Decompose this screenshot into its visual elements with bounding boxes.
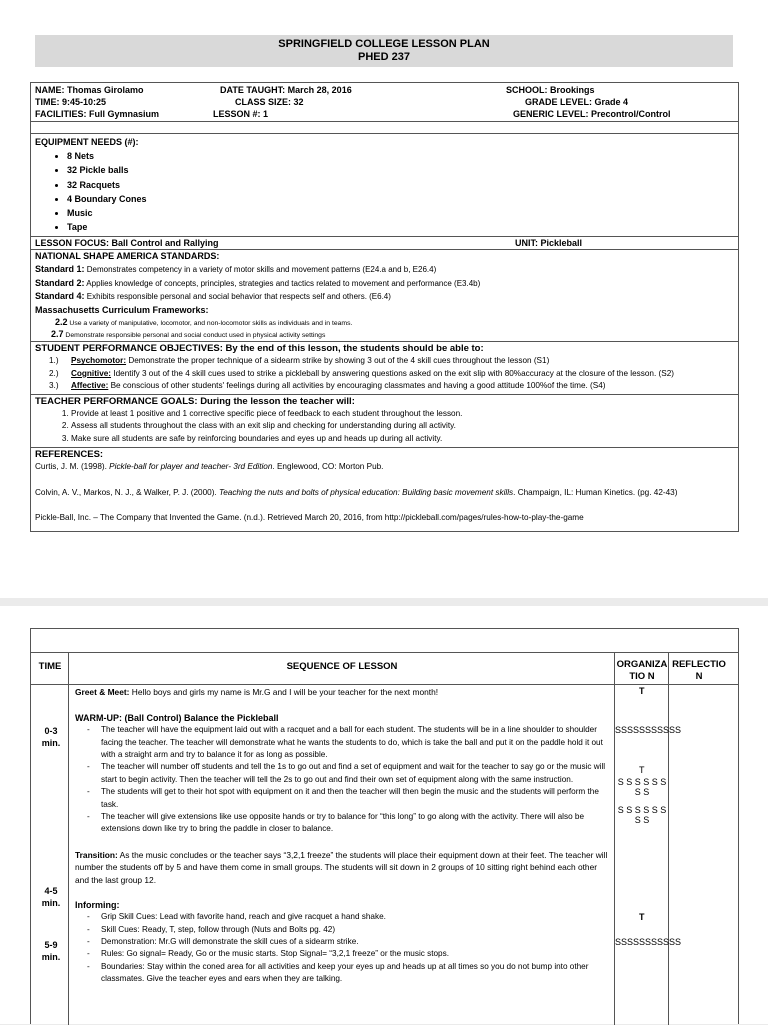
info-row-2: [31, 96, 738, 108]
transition-line: [75, 849, 609, 887]
objective-label: Affective:: [71, 381, 109, 391]
objectives-list: [35, 355, 734, 393]
school-field: SCHOOL: Brookings: [506, 85, 595, 95]
lesson-number-field: LESSON #: 1: [213, 109, 269, 119]
warmup-item: - The teacher will give extensions like use opposite hands or try to balance for “this long” to go along with the activity. There will also be extensions down like try to bring the paddle in closer to balance.: [101, 811, 609, 836]
objective-item: [49, 355, 734, 368]
mass-2-7-label: 2.7: [51, 329, 64, 340]
objective-item: [49, 368, 734, 381]
reflection-header: REFLECTIO N: [672, 659, 726, 682]
mass-2-7: [35, 329, 738, 341]
informing-item: - Boundaries: Stay within the coned area for all activities and keep your eyes up and heads up at all times so you do not bump into other classmates. Give the teacher eyes and ears when they are talking.: [101, 961, 609, 986]
informing-item: - Skill Cues: Ready, T, step, follow through (Nuts and Bolts pg. 42): [101, 924, 609, 936]
info-block: [31, 83, 738, 122]
standard-2-text: Applies knowledge of concepts, principles, strategies and tactics related to movement and performance (E3.4b): [86, 278, 481, 288]
equipment-section: [31, 134, 738, 237]
reference-2-title: Teaching the nuts and bolts of physical education: Building basic movement skills: [218, 487, 514, 497]
time-field: TIME: 9:45-10:25: [35, 97, 107, 107]
informing-list: [75, 911, 609, 985]
reference-3: Pickle-Ball, Inc. – The Company that Invented the Game. (n.d.). Retrieved March 20, 2016, from http://pickleball.com/pages/rules-how-to-play-the-game: [35, 513, 584, 523]
informing-item: - Demonstration: Mr.G will demonstrate the skill cues of a sidearm strike.: [101, 936, 609, 948]
references-section: [31, 448, 738, 531]
lesson-focus: LESSON FOCUS: Ball Control and Rallying: [35, 237, 219, 248]
standard-4: [35, 290, 738, 304]
sequence-table: [30, 628, 739, 1024]
time-5-9: 5-9 min.: [41, 940, 61, 962]
org-teacher-2: T: [639, 765, 645, 775]
reference-1-publisher: . Englewood, CO: Morton Pub.: [272, 462, 384, 472]
teacher-goals-list: [35, 408, 734, 446]
objective-num: 3.): [49, 381, 59, 391]
objectives-heading: STUDENT PERFORMANCE OBJECTIVES: By the end of this lesson, the students should be able to:: [35, 343, 484, 355]
teacher-goals-section: [31, 395, 738, 449]
equipment-heading: EQUIPMENT NEEDS (#):: [35, 137, 139, 147]
mass-2-7-text: Demonstrate responsible personal and social conduct used in physical activity settings: [65, 332, 326, 340]
org-student-line-4: SSSSSSSSSSS: [615, 937, 682, 947]
facilities-field: FACILITIES: Full Gymnasium: [35, 109, 160, 119]
mass-2-2: [35, 317, 738, 329]
organization-column: [615, 652, 682, 1025]
equipment-list: [31, 149, 738, 235]
lesson-plan-table: [30, 82, 739, 532]
teacher-goal: 3. Make sure all students are safe by reinforcing boundaries and eyes up and heads up during all activity.: [71, 433, 734, 446]
standard-1-text: Demonstrates competency in a variety of motor skills and movement patterns (E24.a and b, E26.4): [86, 265, 437, 275]
focus-row: [31, 237, 738, 250]
objective-label: Cognitive:: [71, 368, 112, 378]
doc-title: SPRINGFIELD COLLEGE LESSON PLAN: [278, 38, 490, 50]
objective-item: [49, 380, 734, 393]
grade-field: GRADE LEVEL: Grade 4: [525, 97, 629, 107]
equipment-item: • 8 Nets: [67, 149, 738, 163]
greet-line: [75, 686, 609, 699]
objective-text: Demonstrate the proper technique of a sidearm strike by showing 3 out of the 4 skill cues throughout the lesson (S1): [126, 356, 550, 366]
org-student-line-1: SSSSSSSSSSS: [615, 725, 682, 735]
reference-1-authors: Curtis, J. M. (1998).: [35, 462, 110, 472]
spacer-row: [31, 122, 738, 134]
title-banner: [35, 35, 733, 67]
reference-1-title: Pickle-ball for player and teacher- 3rd Edition: [109, 462, 273, 472]
reference-2-authors: Colvin, A. V., Markos, N. J., & Walker, P. J. (2000).: [35, 487, 219, 497]
equipment-item: • Music: [67, 206, 738, 220]
org-teacher-1: T: [639, 686, 645, 696]
time-0-3: 0-3 min.: [41, 726, 61, 748]
standard-1-label: Standard 1:: [35, 264, 85, 275]
objective-body: [71, 368, 674, 381]
teacher-goal: 2. Assess all students throughout the class with an exit slip and checking for understanding during all activity.: [71, 420, 734, 433]
warmup-list: [75, 724, 609, 836]
objective-body: [71, 355, 549, 368]
time-header: TIME: [38, 661, 62, 672]
info-row-3: [31, 108, 738, 120]
date-field: DATE TAUGHT: March 28, 2016: [220, 85, 352, 95]
objective-num: 1.): [49, 356, 59, 366]
generic-level-field: GENERIC LEVEL: Precontrol/Control: [513, 109, 671, 119]
org-student-line-2: S S S S S S S S: [617, 777, 667, 797]
sequence-header: SEQUENCE OF LESSON: [286, 661, 398, 672]
references-heading: REFERENCES:: [35, 449, 104, 461]
class-size-field: CLASS SIZE: 32: [235, 97, 304, 107]
objective-text: Identify 3 out of the 4 skill cues used to strike a pickleball by answering questions asked on the exit slip with 80%accuracy at the closure of the lesson. (S2): [111, 368, 674, 378]
blank-header-row: [31, 629, 738, 653]
equipment-item: • Tape: [67, 220, 738, 234]
greet-text: Hello boys and girls my name is Mr.G and I will be your teacher for the next month!: [129, 687, 439, 697]
mass-2-2-text: Use a variety of manipulative, locomotor, and non-locomotor skills as individuals and in teams.: [69, 320, 353, 328]
course-code: PHED 237: [358, 51, 410, 63]
mass-2-2-label: 2.2: [55, 317, 68, 328]
objective-body: [71, 380, 606, 393]
standard-4-text: Exhibits responsible personal and social behavior that respects self and others. (E6.4): [86, 292, 391, 302]
greet-label: Greet & Meet:: [75, 687, 130, 697]
warmup-heading: WARM-UP: (Ball Control) Balance the Pickleball: [75, 712, 279, 723]
objective-num: 2.): [49, 368, 59, 378]
standard-2: [35, 277, 738, 291]
warmup-item: - The teacher will have the equipment laid out with a racquet and a ball for each student. The students will be in a line shoulder to shoulder facing the teacher. The teacher will demonstrate what he wants the students to do, which is take the ball and put it on the paddle hold it out with a straight arm and try to balance it for as long as possible.: [101, 724, 609, 761]
objective-text: Be conscious of other students' feelings during all activities by encouraging classmates and having a good attitude 100%of the time. (S4): [108, 381, 606, 391]
informing-item: - Rules: Go signal= Ready, Go or the music starts. Stop Signal= “3,2,1 freeze” or the music stops.: [101, 948, 609, 960]
teacher-goal: 1. Provide at least 1 positive and 1 corrective specific piece of feedback to each student throughout the lesson.: [71, 408, 734, 421]
org-student-line-3: S S S S S S S S: [617, 805, 667, 825]
objectives-section: [31, 342, 738, 395]
informing-heading: Informing:: [75, 899, 120, 910]
reference-2: [31, 487, 738, 500]
transition-text: As the music concludes or the teacher says “3,2,1 freeze” the students will place their equipment down at their feet. The teacher will number the students off by 5 and have them come in small groups. The students will sit down in 2 groups of 10 sitting right behind each other and the last group 12.: [75, 849, 608, 886]
reference-2-publisher: . Champaign, IL: Human Kinetics. (pg. 42-43): [513, 487, 678, 497]
reference-1: [31, 461, 738, 474]
time-column: [31, 652, 69, 1025]
standards-section: [31, 250, 738, 343]
org-teacher-3: T: [639, 912, 645, 922]
sequence-content: [75, 686, 609, 986]
info-row-1: [31, 84, 738, 96]
mass-heading: Massachusetts Curriculum Frameworks:: [35, 304, 209, 315]
equipment-item: • 32 Racquets: [67, 178, 738, 192]
standard-2-label: Standard 2:: [35, 277, 85, 288]
teacher-goals-heading: TEACHER PERFORMANCE GOALS: During the lesson the teacher will:: [35, 395, 355, 407]
informing-item: - Grip Skill Cues: Lead with favorite hand, reach and give racquet a hand shake.: [101, 911, 609, 923]
warmup-item: - The teacher will number off students and tell the 1s to go out and find a set of equipment and wait for the teacher to say go or the music will start to begin activity. Then the teacher will tell the 2s to go out and find their own set of equipment along with the same instruction.: [101, 761, 609, 786]
organization-header: ORGANIZATIO N: [616, 659, 668, 682]
equipment-item: • 4 Boundary Cones: [67, 192, 738, 206]
name-field: NAME: Thomas Girolamo: [35, 85, 144, 95]
warmup-item: - The students will get to their hot spot with equipment on it and then the teacher will then begin the music and the students will perform the task.: [101, 786, 609, 811]
time-4-5: 4-5 min.: [41, 886, 61, 908]
standard-4-label: Standard 4:: [35, 291, 85, 302]
transition-label: Transition:: [75, 849, 118, 860]
standards-heading: NATIONAL SHAPE AMERICA STANDARDS:: [35, 250, 220, 261]
equipment-item: • 32 Pickle balls: [67, 163, 738, 177]
unit-field: UNIT: Pickleball: [515, 237, 583, 248]
standard-1: [35, 263, 738, 277]
objective-label: Psychomotor:: [71, 356, 127, 366]
